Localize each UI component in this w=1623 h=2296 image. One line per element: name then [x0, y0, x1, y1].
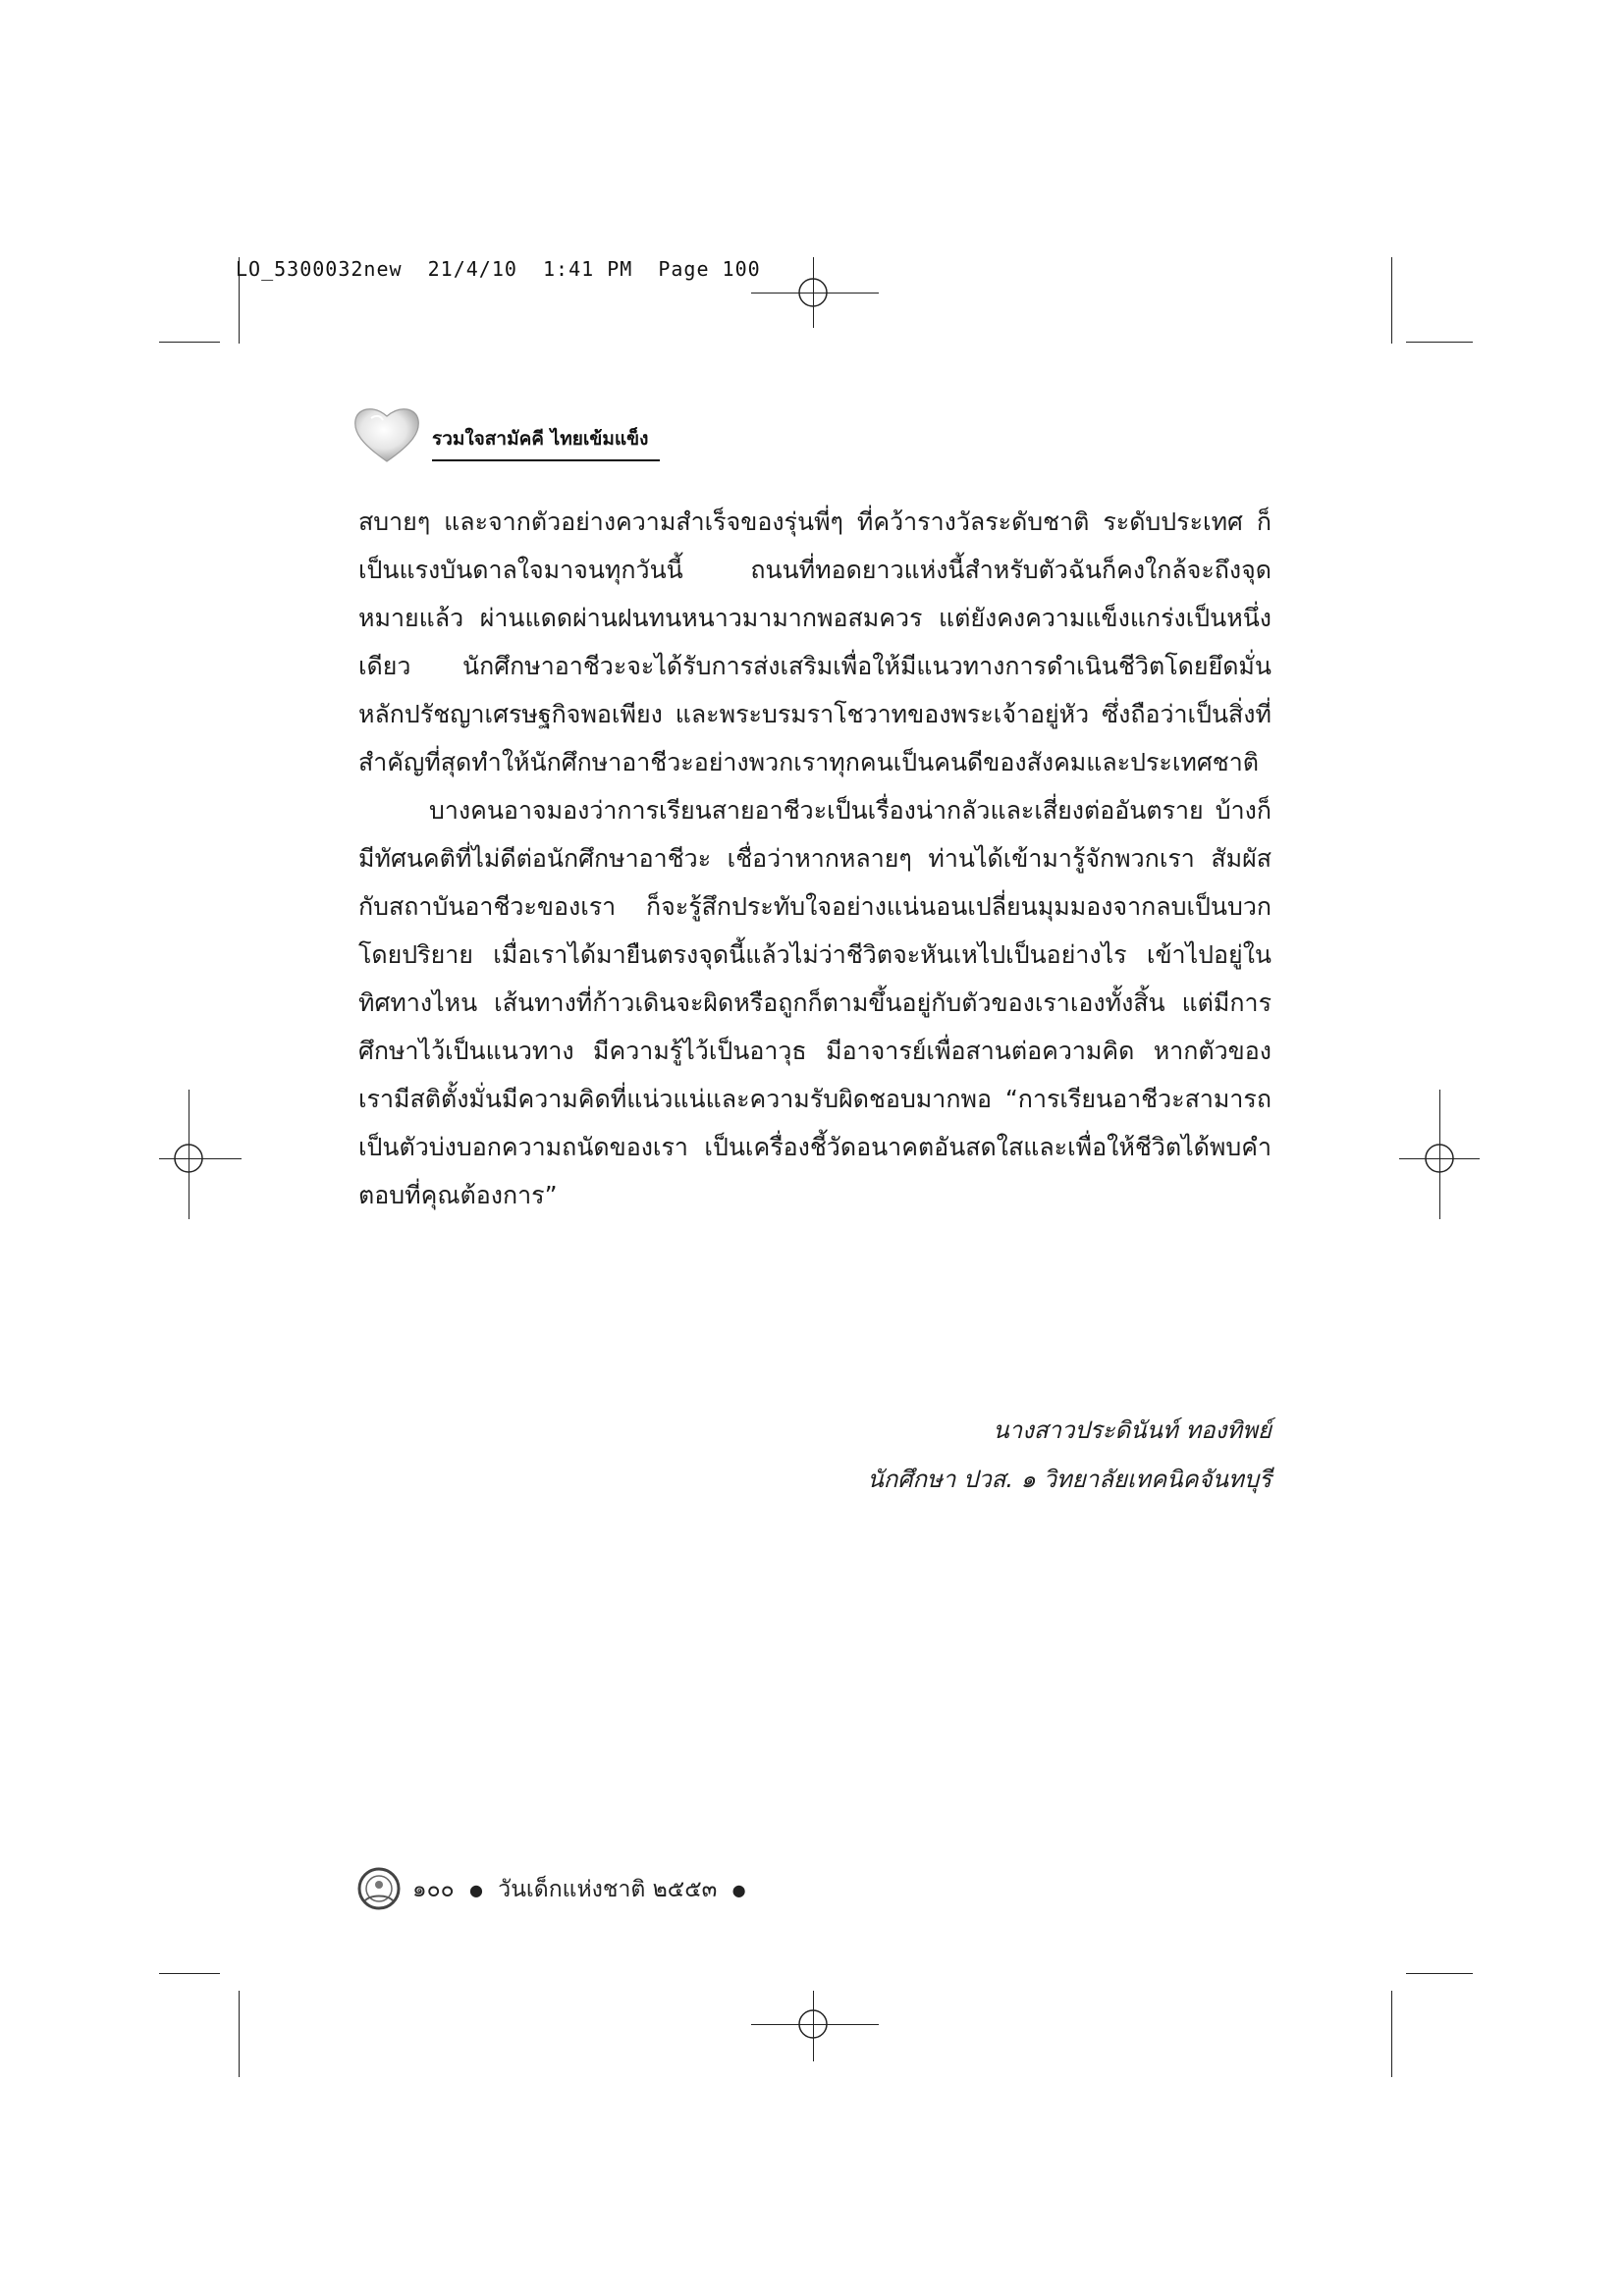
print-slug: LO_5300032new 21/4/10 1:41 PM Page 100 [236, 257, 761, 281]
crop-mark-top-right-horizontal [1406, 342, 1473, 343]
footer-bullet: ● [469, 1881, 483, 1899]
crop-mark-top-right-vertical [1391, 257, 1392, 344]
author-affiliation: นักศึกษา ปวส. ๑ วิทยาลัยเทคนิคจันทบุรี [867, 1466, 1271, 1493]
paragraph: สบายๆ และจากตัวอย่างความสำเร็จของรุ่นพี่ๆ ที่คว้ารางวัลระดับชาติ ระดับประเทศ ก็เป็นแรงบันดาลใจมาจนทุกวันนี้ ถนนที่ทอดยาวแห่งนี้สำหรับตัวฉันก็คงใกล้จะถึงจุดหมายแล้ว ผ่านแดดผ่านฝนทนหนาวมามากพอสมควร แต่ยังคงความแข็งแกร่งเป็นหนึ่งเดียว นักศึกษาอาชีวะจะได้รับการส่งเสริมเพื่อให้มีแนวทางการดำเนินชีวิตโดยยึดมั่นหลักปรัชญาเศรษฐกิจพอเพียง และพระบรมราโชวาทของพระเจ้าอยู่หัว ซึ่งถือว่าเป็นสิ่งที่สำคัญที่สุดทำให้นักศึกษาอาชีวะอย่างพวกเราทุกคนเป็นคนดีของสังคมและประเทศชาติ [358, 507, 1271, 776]
registration-line-bottom-vertical [813, 1991, 814, 2061]
emblem-icon [355, 1865, 403, 1912]
page-footer [412, 1872, 754, 1907]
registration-line-top [751, 293, 879, 294]
author-signature [687, 1406, 1271, 1504]
crop-mark-bottom-left-vertical [239, 1991, 240, 2077]
article-body [358, 498, 1271, 1219]
running-head: รวมใจสามัคคี ไทยเข้มแข็ง [432, 424, 660, 461]
registration-line-left [159, 1158, 242, 1159]
registration-line-right-vertical [1439, 1090, 1440, 1219]
footer-bullet: ● [731, 1881, 746, 1899]
registration-line-bottom [751, 2024, 879, 2025]
crop-mark-bottom-right-horizontal [1406, 1973, 1473, 1974]
crop-mark-top-left-horizontal [159, 342, 220, 343]
registration-line-top-vertical [813, 257, 814, 328]
crop-mark-bottom-right-vertical [1391, 1991, 1392, 2077]
heart-icon [352, 402, 422, 465]
author-name: นางสาวประดินันท์ ทองทิพย์ [993, 1416, 1271, 1444]
paragraph: บางคนอาจมองว่าการเรียนสายอาชีวะเป็นเรื่องน่ากลัวและเสี่ยงต่ออันตราย บ้างก็มีทัศนคติที่ไม่ดีต่อนักศึกษาอาชีวะ เชื่อว่าหากหลายๆ ท่านได้เข้ามารู้จักพวกเรา สัมผัสกับสถาบันอาชีวะของเรา ก็จะรู้สึกประทับใจอย่างแน่นอนเปลี่ยนมุมมองจากลบเป็นบวกโดยปริยาย เมื่อเราได้มายืนตรงจุดนี้แล้วไม่ว่าชีวิตจะหันเหไปเป็นอย่างไร เข้าไปอยู่ในทิศทางไหน เส้นทางที่ก้าวเดินจะผิดหรือถูกก็ตามขึ้นอยู่กับตัวของเราเองทั้งสิ้น แต่มีการศึกษาไว้เป็นแนวทาง มีความรู้ไว้เป็นอาวุธ มีอาจารย์เพื่อสานต่อความคิด หากตัวของเรามีสติตั้งมั่นมีความคิดที่แน่วแน่และความรับผิดชอบมากพอ “การเรียนอาชีวะสามารถเป็นตัวบ่งบอกความถนัดของเรา เป็นเครื่องชี้วัดอนาคตอันสดใสและเพื่อให้ชีวิตได้พบคำตอบที่คุณต้องการ” [358, 796, 1271, 1209]
page-number: ๑๐๐ [412, 1877, 455, 1902]
crop-mark-bottom-left-horizontal [159, 1973, 220, 1974]
publication-title: วันเด็กแห่งชาติ ๒๕๕๓ [498, 1877, 718, 1902]
